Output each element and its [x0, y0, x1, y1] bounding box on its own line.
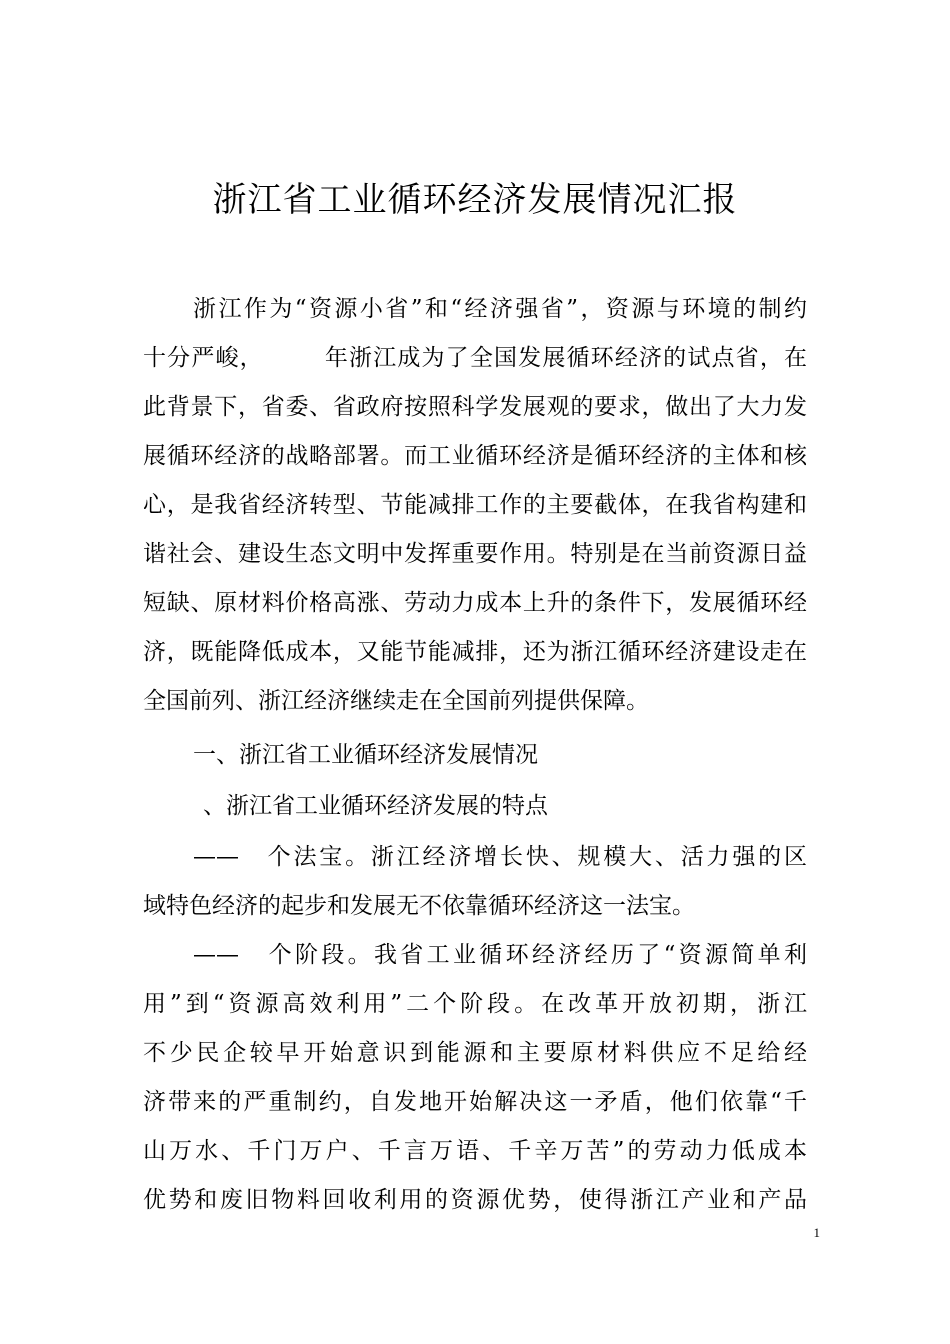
- point-line: 山万水、千门万户、千言万语、千辛万苦”的劳动力低成本: [143, 1138, 807, 1164]
- point-line: —— 个法宝。浙江经济增长快、规模大、活力强的区: [193, 844, 807, 870]
- point-line: 不少民企较早开始意识到能源和主要原材料供应不足给经: [143, 1040, 807, 1066]
- subsection-heading: 、浙江省工业循环经济发展的特点: [203, 793, 548, 819]
- paragraph-line: 全国前列、浙江经济继续走在全国前列提供保障。: [143, 688, 649, 714]
- paragraph-line: 十分严峻， 年浙江成为了全国发展循环经济的试点省，在: [143, 345, 807, 371]
- paragraph-line: 浙江作为“资源小省”和“经济强省”，资源与环境的制约: [193, 296, 807, 322]
- paragraph-line: 此背景下，省委、省政府按照科学发展观的要求，做出了大力发: [143, 394, 807, 420]
- point-line: —— 个阶段。我省工业循环经济经历了“资源简单利: [193, 942, 807, 968]
- paragraph-line: 短缺、原材料价格高涨、劳动力成本上升的条件下，发展循环经: [143, 590, 807, 616]
- point-line: 域特色经济的起步和发展无不依靠循环经济这一法宝。: [143, 893, 695, 919]
- paragraph-line: 谐社会、建设生态文明中发挥重要作用。特别是在当前资源日益: [143, 541, 807, 567]
- point-line: 优势和废旧物料回收利用的资源优势，使得浙江产业和产品: [143, 1187, 807, 1213]
- point-line: 济带来的严重制约，自发地开始解决这一矛盾，他们依靠“千: [143, 1089, 807, 1115]
- point-line: 用”到“资源高效利用”二个阶段。在改革开放初期，浙江: [143, 991, 807, 1017]
- paragraph-line: 展循环经济的战略部署。而工业循环经济是循环经济的主体和核: [143, 443, 807, 469]
- section-heading: 一、浙江省工业循环经济发展情况: [193, 742, 538, 768]
- paragraph-line: 心，是我省经济转型、节能减排工作的主要截体，在我省构建和: [143, 492, 807, 518]
- page-number: 1: [813, 1225, 820, 1240]
- document-title: 浙江省工业循环经济发展情况汇报: [212, 180, 738, 220]
- paragraph-line: 济，既能降低成本，又能节能减排，还为浙江循环经济建设走在: [143, 639, 807, 665]
